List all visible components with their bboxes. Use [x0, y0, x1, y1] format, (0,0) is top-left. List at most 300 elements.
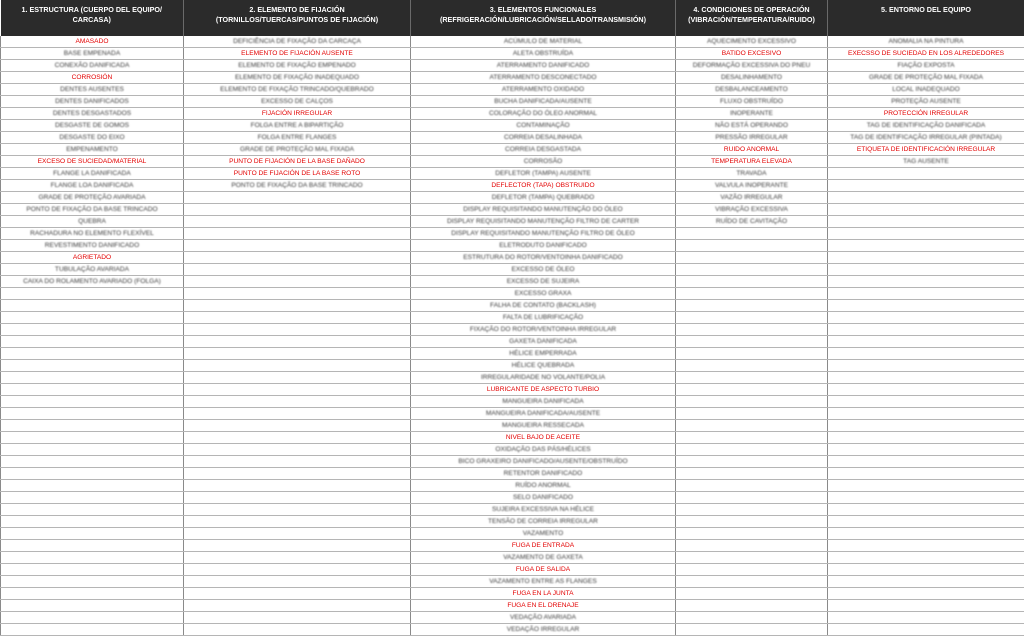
table-cell[interactable]	[184, 468, 411, 480]
table-cell[interactable]	[1, 192, 184, 204]
table-cell[interactable]	[411, 516, 676, 528]
table-cell[interactable]	[184, 504, 411, 516]
table-cell[interactable]	[1, 420, 184, 432]
table-cell[interactable]	[828, 216, 1024, 228]
table-row	[1, 612, 1024, 624]
table-cell[interactable]	[676, 612, 828, 624]
table-cell[interactable]	[676, 180, 828, 192]
table-cell[interactable]	[1, 336, 184, 348]
table-cell[interactable]	[828, 324, 1024, 336]
table-cell[interactable]	[184, 408, 411, 420]
table-cell[interactable]	[828, 372, 1024, 384]
table-cell[interactable]	[1, 408, 184, 420]
table-cell[interactable]	[411, 144, 676, 156]
table-cell[interactable]	[676, 168, 828, 180]
table-cell[interactable]	[184, 240, 411, 252]
table-cell[interactable]	[676, 204, 828, 216]
header-estructura[interactable]: 1. ESTRUCTURA (CUERPO DEL EQUIPO/ CARCASA)	[1, 0, 184, 36]
table-cell[interactable]	[411, 564, 676, 576]
table-cell[interactable]	[676, 252, 828, 264]
cell-text: PRESSÃO IRREGULAR	[715, 134, 788, 142]
table-cell[interactable]	[676, 588, 828, 600]
cell-text: VALVULA INOPERANTE	[714, 182, 789, 190]
table-cell[interactable]	[1, 120, 184, 132]
table-cell[interactable]	[1, 252, 184, 264]
table-row	[1, 168, 1024, 180]
table-cell[interactable]	[828, 468, 1024, 480]
table-cell[interactable]	[828, 132, 1024, 144]
table-cell[interactable]	[184, 456, 411, 468]
table-cell[interactable]	[184, 588, 411, 600]
cell-text: MANGUEIRA DANIFICADA/AUSENTE	[485, 410, 601, 418]
table-cell[interactable]	[1, 48, 184, 60]
table-row	[1, 252, 1024, 264]
table-cell[interactable]	[676, 288, 828, 300]
table-cell[interactable]	[411, 480, 676, 492]
table-cell[interactable]	[828, 108, 1024, 120]
table-cell[interactable]	[1, 624, 184, 636]
table-cell[interactable]	[411, 312, 676, 324]
table-cell[interactable]	[676, 48, 828, 60]
cell-text: VAZAMENTO DE GAXETA	[503, 554, 583, 562]
table-cell[interactable]	[411, 600, 676, 612]
table-cell[interactable]	[184, 144, 411, 156]
table-cell[interactable]	[676, 492, 828, 504]
table-cell[interactable]	[676, 456, 828, 468]
table-row	[1, 180, 1024, 192]
table-cell[interactable]	[1, 60, 184, 72]
table-cell[interactable]	[411, 300, 676, 312]
cell-text: BICO GRAXEIRO DANIFICADO/AUSENTE/OBSTRUÍDO	[458, 458, 628, 466]
table-cell[interactable]	[1, 144, 184, 156]
table-cell[interactable]	[184, 360, 411, 372]
table-cell[interactable]	[1, 180, 184, 192]
table-cell[interactable]	[828, 276, 1024, 288]
table-cell[interactable]	[828, 600, 1024, 612]
table-row	[1, 300, 1024, 312]
table-cell[interactable]	[411, 48, 676, 60]
table-cell[interactable]	[411, 552, 676, 564]
table-cell[interactable]	[411, 228, 676, 240]
table-cell[interactable]	[1, 588, 184, 600]
table-cell[interactable]	[184, 564, 411, 576]
table-cell[interactable]	[676, 420, 828, 432]
table-cell[interactable]	[676, 96, 828, 108]
table-cell[interactable]	[184, 552, 411, 564]
table-cell[interactable]	[184, 516, 411, 528]
table-cell[interactable]	[828, 552, 1024, 564]
table-cell[interactable]	[676, 576, 828, 588]
table-cell[interactable]	[676, 432, 828, 444]
table-cell[interactable]	[676, 156, 828, 168]
table-cell[interactable]	[411, 264, 676, 276]
table-cell[interactable]	[184, 216, 411, 228]
table-cell[interactable]	[676, 444, 828, 456]
table-cell[interactable]	[411, 60, 676, 72]
table-cell[interactable]	[1, 228, 184, 240]
table-cell[interactable]	[676, 192, 828, 204]
header-elemento-fijacion[interactable]: 2. ELEMENTO DE FIJACIÓN (TORNILLOS/TUERCAS/PUNTOS DE FIJACIÓN)	[184, 0, 411, 36]
table-cell[interactable]	[676, 540, 828, 552]
cell-text: AQUECIMENTO EXCESSIVO	[707, 38, 796, 46]
table-cell[interactable]	[676, 120, 828, 132]
table-cell[interactable]	[828, 192, 1024, 204]
table-cell[interactable]	[1, 156, 184, 168]
table-cell[interactable]	[676, 348, 828, 360]
table-cell[interactable]	[676, 480, 828, 492]
table-cell[interactable]	[676, 384, 828, 396]
table-cell[interactable]	[184, 336, 411, 348]
table-cell[interactable]	[828, 84, 1024, 96]
table-cell[interactable]	[1, 432, 184, 444]
table-cell[interactable]	[828, 180, 1024, 192]
table-cell[interactable]	[828, 72, 1024, 84]
table-row	[1, 108, 1024, 120]
table-cell[interactable]	[1, 552, 184, 564]
table-cell[interactable]	[184, 120, 411, 132]
table-cell[interactable]	[1, 108, 184, 120]
table-cell[interactable]	[411, 348, 676, 360]
table-cell[interactable]	[184, 540, 411, 552]
cell-text: AGRIETADO	[72, 254, 112, 262]
table-cell[interactable]	[676, 516, 828, 528]
cell-text: ANOMALIA NA PINTURA	[888, 38, 964, 46]
header-condiciones-operacion[interactable]: 4. CONDICIONES DE OPERACIÓN (VIBRACIÓN/TEMPERATURA/RUIDO)	[676, 0, 828, 36]
table-cell[interactable]	[676, 372, 828, 384]
table-cell[interactable]	[184, 432, 411, 444]
cell-text: EXCESSO DE ÓLEO	[511, 266, 575, 274]
table-cell[interactable]	[411, 504, 676, 516]
table-cell[interactable]	[184, 204, 411, 216]
table-cell[interactable]	[676, 132, 828, 144]
table-cell[interactable]	[1, 240, 184, 252]
table-cell[interactable]	[411, 72, 676, 84]
table-cell[interactable]	[411, 276, 676, 288]
table-cell[interactable]	[828, 312, 1024, 324]
table-cell[interactable]	[828, 60, 1024, 72]
cell-text: IRREGULARIDADE NO VOLANTE/POLIA	[480, 374, 606, 382]
table-cell[interactable]	[411, 132, 676, 144]
table-cell[interactable]	[184, 228, 411, 240]
table-cell[interactable]	[184, 612, 411, 624]
table-cell[interactable]	[411, 168, 676, 180]
cell-text: ELEMENTO DE FIXAÇÃO TRINCADO/QUEBRADO	[220, 86, 374, 94]
table-cell[interactable]	[411, 288, 676, 300]
table-cell[interactable]	[184, 252, 411, 264]
cell-text: LUBRICANTE DE ASPECTO TURBIO	[486, 386, 600, 394]
table-cell[interactable]	[1, 396, 184, 408]
table-cell[interactable]	[184, 84, 411, 96]
table-cell[interactable]	[1, 600, 184, 612]
table-cell[interactable]	[828, 504, 1024, 516]
table-cell[interactable]	[411, 192, 676, 204]
table-cell[interactable]	[184, 264, 411, 276]
table-cell[interactable]	[411, 528, 676, 540]
table-cell[interactable]	[1, 288, 184, 300]
cell-text: TUBULAÇÃO AVARIADA	[54, 266, 130, 274]
table-cell[interactable]	[1, 324, 184, 336]
table-cell[interactable]	[676, 324, 828, 336]
table-cell[interactable]	[676, 144, 828, 156]
table-cell[interactable]	[828, 300, 1024, 312]
cell-text: RUIDO ANORMAL	[723, 146, 780, 154]
table-cell[interactable]	[1, 516, 184, 528]
table-row	[1, 528, 1024, 540]
table-row	[1, 444, 1024, 456]
table-cell[interactable]	[828, 384, 1024, 396]
cell-text: CORROSIÓN	[71, 74, 113, 82]
table-cell[interactable]	[828, 396, 1024, 408]
cell-text: EXCESSO GRAXA	[514, 290, 572, 298]
table-cell[interactable]	[1, 348, 184, 360]
table-cell[interactable]	[1, 36, 184, 48]
table-cell[interactable]	[184, 528, 411, 540]
table-cell[interactable]	[1, 576, 184, 588]
cell-text: DESGASTE DO EIXO	[59, 134, 125, 142]
table-cell[interactable]	[184, 624, 411, 636]
table-cell[interactable]	[828, 444, 1024, 456]
table-row	[1, 84, 1024, 96]
table-cell[interactable]	[676, 60, 828, 72]
table-cell[interactable]	[676, 240, 828, 252]
table-cell[interactable]	[411, 576, 676, 588]
table-cell[interactable]	[828, 96, 1024, 108]
table-cell[interactable]	[828, 492, 1024, 504]
table-cell[interactable]	[184, 420, 411, 432]
table-cell[interactable]	[1, 96, 184, 108]
table-cell[interactable]	[411, 588, 676, 600]
table-cell[interactable]	[676, 312, 828, 324]
table-cell[interactable]	[411, 36, 676, 48]
table-cell[interactable]	[184, 396, 411, 408]
table-cell[interactable]	[676, 336, 828, 348]
table-cell[interactable]	[411, 360, 676, 372]
table-cell[interactable]	[184, 348, 411, 360]
table-cell[interactable]	[1, 276, 184, 288]
table-cell[interactable]	[411, 432, 676, 444]
table-cell[interactable]	[411, 468, 676, 480]
table-cell[interactable]	[184, 300, 411, 312]
table-cell[interactable]	[184, 276, 411, 288]
table-cell[interactable]	[1, 444, 184, 456]
cell-text: COLORAÇÃO DO ÓLEO ANORMAL	[488, 110, 598, 118]
table-cell[interactable]	[1, 504, 184, 516]
table-cell[interactable]	[676, 600, 828, 612]
table-cell[interactable]	[184, 288, 411, 300]
table-cell[interactable]	[828, 360, 1024, 372]
table-cell[interactable]	[411, 252, 676, 264]
table-cell[interactable]	[828, 612, 1024, 624]
table-cell[interactable]	[184, 384, 411, 396]
table-cell[interactable]	[1, 384, 184, 396]
table-cell[interactable]	[411, 336, 676, 348]
table-cell[interactable]	[411, 456, 676, 468]
table-cell[interactable]	[1, 360, 184, 372]
table-cell[interactable]	[828, 348, 1024, 360]
table-cell[interactable]	[184, 372, 411, 384]
table-cell[interactable]	[184, 576, 411, 588]
table-cell[interactable]	[184, 324, 411, 336]
table-cell[interactable]	[411, 204, 676, 216]
table-cell[interactable]	[184, 156, 411, 168]
table-cell[interactable]	[676, 72, 828, 84]
table-cell[interactable]	[1, 468, 184, 480]
table-cell[interactable]	[411, 384, 676, 396]
table-cell[interactable]	[184, 72, 411, 84]
table-row	[1, 456, 1024, 468]
table-cell[interactable]	[411, 624, 676, 636]
table-cell[interactable]	[411, 420, 676, 432]
cell-text: REVESTIMENTO DANIFICADO	[44, 242, 140, 250]
table-cell[interactable]	[828, 156, 1024, 168]
table-cell[interactable]	[184, 180, 411, 192]
cell-text: CORROSÃO	[523, 158, 563, 166]
table-row	[1, 324, 1024, 336]
table-cell[interactable]	[184, 480, 411, 492]
table-cell[interactable]	[676, 108, 828, 120]
cell-text: TAG DE IDENTIFICAÇÃO IRREGULAR (PINTADA)	[850, 134, 1002, 142]
table-cell[interactable]	[411, 180, 676, 192]
table-cell[interactable]	[828, 120, 1024, 132]
table-row	[1, 36, 1024, 48]
table-cell[interactable]	[1, 492, 184, 504]
table-cell[interactable]	[828, 540, 1024, 552]
table-cell[interactable]	[676, 360, 828, 372]
cell-text: INOPERANTE	[730, 110, 773, 118]
table-row	[1, 492, 1024, 504]
table-cell[interactable]	[411, 396, 676, 408]
table-cell[interactable]	[184, 108, 411, 120]
table-cell[interactable]	[828, 336, 1024, 348]
table-cell[interactable]	[184, 600, 411, 612]
cell-text: EXECSSO DE SUCIEDAD EN LOS ALREDEDORES	[847, 50, 1005, 58]
table-cell[interactable]	[411, 540, 676, 552]
table-row	[1, 624, 1024, 636]
cell-text: FUGA DE SALIDA	[515, 566, 571, 574]
table-cell[interactable]	[676, 300, 828, 312]
table-cell[interactable]	[828, 168, 1024, 180]
table-row	[1, 432, 1024, 444]
table-cell[interactable]	[1, 132, 184, 144]
table-cell[interactable]	[1, 540, 184, 552]
table-cell[interactable]	[411, 612, 676, 624]
table-cell[interactable]	[828, 456, 1024, 468]
table-cell[interactable]	[828, 204, 1024, 216]
table-cell[interactable]	[411, 84, 676, 96]
table-cell[interactable]	[1, 72, 184, 84]
table-cell[interactable]	[828, 36, 1024, 48]
cell-text: FLUXO OBSTRUÍDO	[719, 98, 783, 106]
table-cell[interactable]	[828, 420, 1024, 432]
table-cell[interactable]	[411, 240, 676, 252]
table-cell[interactable]	[828, 588, 1024, 600]
table-cell[interactable]	[676, 228, 828, 240]
table-cell[interactable]	[184, 168, 411, 180]
table-cell[interactable]	[828, 408, 1024, 420]
table-cell[interactable]	[828, 144, 1024, 156]
table-cell[interactable]	[676, 504, 828, 516]
table-cell[interactable]	[1, 528, 184, 540]
table-cell[interactable]	[1, 480, 184, 492]
table-cell[interactable]	[1, 312, 184, 324]
table-cell[interactable]	[676, 408, 828, 420]
cell-text: GRADE DE PROTEÇÃO MAL FIXADA	[239, 146, 355, 154]
table-cell[interactable]	[676, 564, 828, 576]
table-cell[interactable]	[828, 264, 1024, 276]
cell-text: PROTEÇÃO AUSENTE	[891, 98, 961, 106]
table-cell[interactable]	[828, 48, 1024, 60]
table-cell[interactable]	[828, 252, 1024, 264]
table-cell[interactable]	[1, 372, 184, 384]
table-cell[interactable]	[828, 480, 1024, 492]
table-cell[interactable]	[828, 288, 1024, 300]
table-cell[interactable]	[411, 96, 676, 108]
header-elementos-funcionales[interactable]: 3. ELEMENTOS FUNCIONALES (REFRIGERACIÓN/LUBRICACIÓN/SELLADO/TRANSMISIÓN)	[411, 0, 676, 36]
table-cell[interactable]	[1, 564, 184, 576]
table-cell[interactable]	[184, 192, 411, 204]
table-cell[interactable]	[676, 264, 828, 276]
table-cell[interactable]	[411, 372, 676, 384]
table-cell[interactable]	[184, 312, 411, 324]
table-cell[interactable]	[676, 624, 828, 636]
table-cell[interactable]	[676, 396, 828, 408]
table-cell[interactable]	[828, 564, 1024, 576]
table-cell[interactable]	[411, 108, 676, 120]
table-cell[interactable]	[411, 156, 676, 168]
table-cell[interactable]	[828, 624, 1024, 636]
table-cell[interactable]	[184, 492, 411, 504]
table-cell[interactable]	[184, 132, 411, 144]
table-cell[interactable]	[1, 168, 184, 180]
table-cell[interactable]	[676, 468, 828, 480]
cell-text: FUGA DE ENTRADA	[511, 542, 575, 550]
table-cell[interactable]	[676, 276, 828, 288]
table-cell[interactable]	[184, 444, 411, 456]
table-cell[interactable]	[1, 84, 184, 96]
table-cell[interactable]	[1, 216, 184, 228]
table-cell[interactable]	[828, 516, 1024, 528]
table-cell[interactable]	[411, 120, 676, 132]
table-cell[interactable]	[411, 492, 676, 504]
table-cell[interactable]	[676, 36, 828, 48]
table-cell[interactable]	[828, 228, 1024, 240]
table-cell[interactable]	[184, 60, 411, 72]
table-cell[interactable]	[1, 264, 184, 276]
table-cell[interactable]	[828, 576, 1024, 588]
table-cell[interactable]	[1, 300, 184, 312]
table-cell[interactable]	[184, 96, 411, 108]
table-cell[interactable]	[411, 324, 676, 336]
table-cell[interactable]	[676, 216, 828, 228]
table-cell[interactable]	[676, 528, 828, 540]
table-cell[interactable]	[676, 552, 828, 564]
table-cell[interactable]	[411, 444, 676, 456]
header-entorno-equipo[interactable]: 5. ENTORNO DEL EQUIPO	[828, 0, 1024, 36]
table-cell[interactable]	[1, 612, 184, 624]
table-cell[interactable]	[1, 456, 184, 468]
table-cell[interactable]	[184, 36, 411, 48]
table-cell[interactable]	[676, 84, 828, 96]
table-cell[interactable]	[184, 48, 411, 60]
table-cell[interactable]	[828, 528, 1024, 540]
table-cell[interactable]	[411, 216, 676, 228]
table-cell[interactable]	[411, 408, 676, 420]
table-cell[interactable]	[1, 204, 184, 216]
cell-text: ALETA OBSTRUÍDA	[512, 50, 574, 58]
cell-text: OXIDAÇÃO DAS PÁS/HÉLICES	[495, 446, 591, 454]
table-cell[interactable]	[828, 240, 1024, 252]
table-cell[interactable]	[828, 432, 1024, 444]
